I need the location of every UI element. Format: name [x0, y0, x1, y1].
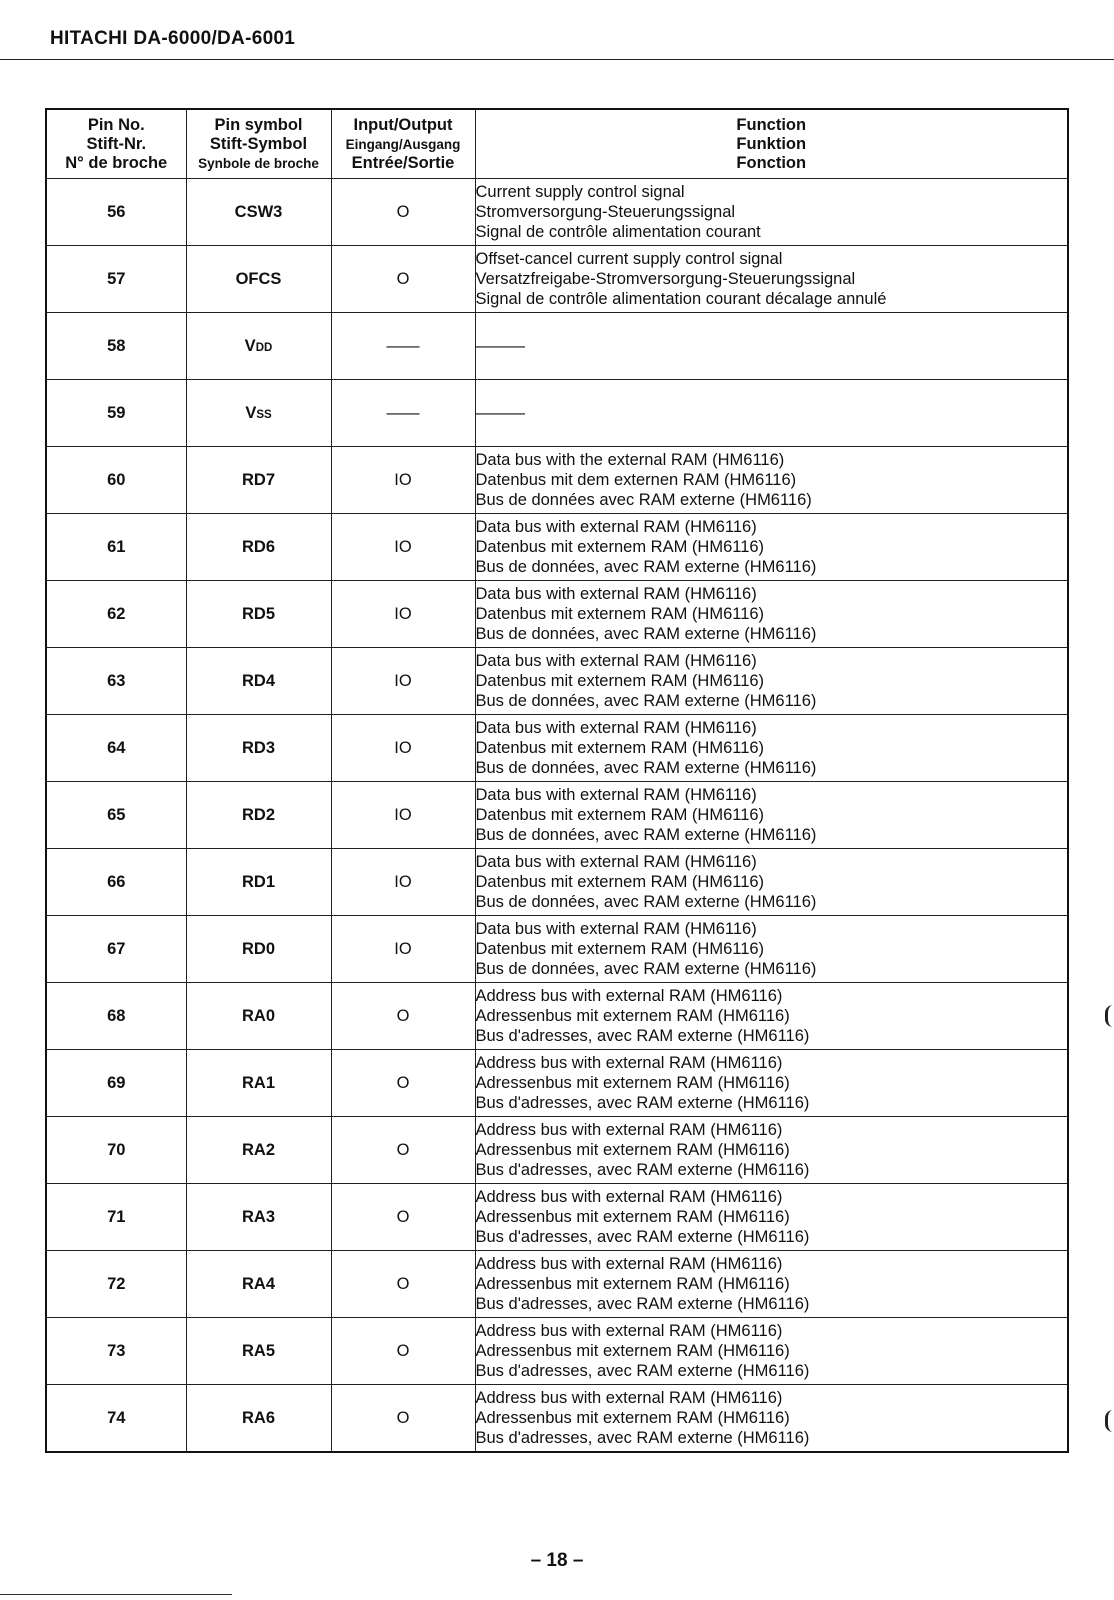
pin-symbol [186, 380, 331, 447]
pin-symbol [186, 447, 331, 514]
function-line: Datenbus mit dem externen RAM (HM6116) [475, 471, 797, 489]
table-row [46, 916, 1068, 983]
pin-symbol-text: RD2 [241, 805, 275, 824]
pin-symbol-text: RD4 [241, 671, 275, 690]
pin-number: 67 [46, 916, 186, 983]
pin-function [475, 313, 1068, 380]
page-number: – 18 – [530, 1550, 584, 1571]
pin-number: 74 [46, 1385, 186, 1453]
table-row [46, 983, 1068, 1050]
function-line: Bus de données, avec RAM externe (HM6116) [475, 692, 817, 710]
pin-symbol [186, 1117, 331, 1184]
header-rule [0, 59, 1114, 60]
pin-symbol-text: RD6 [241, 537, 275, 556]
pin-function [475, 246, 1068, 313]
table-row [46, 1318, 1068, 1385]
pin-function [475, 1117, 1068, 1184]
pin-function [475, 380, 1068, 447]
pin-number: 71 [46, 1184, 186, 1251]
pin-io-type: O [331, 1318, 475, 1385]
pin-symbol-text: V [244, 336, 256, 355]
pin-number: 61 [46, 514, 186, 581]
function-line: Address bus with external RAM (HM6116) [475, 1255, 783, 1273]
function-line: Data bus with external RAM (HM6116) [475, 585, 757, 603]
function-line: Bus de données avec RAM externe (HM6116) [475, 491, 812, 509]
pin-number: 59 [46, 380, 186, 447]
pin-symbol [186, 715, 331, 782]
pin-symbol-text: RD7 [241, 470, 275, 489]
pin-io-type: O [331, 246, 475, 313]
pin-function [475, 447, 1068, 514]
function-line: Data bus with external RAM (HM6116) [475, 518, 757, 536]
pin-symbol-text: RA0 [241, 1006, 275, 1025]
function-line: Data bus with external RAM (HM6116) [475, 786, 757, 804]
table-row [46, 1050, 1068, 1117]
function-line: Bus d'adresses, avec RAM externe (HM6116) [475, 1228, 810, 1246]
function-line: ——— [475, 337, 525, 355]
function-line: Address bus with external RAM (HM6116) [475, 987, 783, 1005]
pin-symbol [186, 782, 331, 849]
pin-symbol-text: RD0 [241, 939, 275, 958]
pin-symbol [186, 514, 331, 581]
pin-symbol-text: CSW3 [234, 202, 283, 221]
pin-function [475, 514, 1068, 581]
pin-function [475, 1050, 1068, 1117]
pin-symbol-text: V [245, 403, 257, 422]
pin-io-type: IO [331, 648, 475, 715]
header-pin-no: Pin No. Stift-Nr. N° de broche [46, 109, 186, 179]
pin-function [475, 715, 1068, 782]
pin-io-type: IO [331, 514, 475, 581]
pin-symbol [186, 1385, 331, 1453]
pin-function [475, 179, 1068, 246]
table-row [46, 1385, 1068, 1453]
pin-number: 73 [46, 1318, 186, 1385]
pin-number: 68 [46, 983, 186, 1050]
function-line: Address bus with external RAM (HM6116) [475, 1188, 783, 1206]
table-row [46, 514, 1068, 581]
pin-number: 62 [46, 581, 186, 648]
pin-function [475, 849, 1068, 916]
pin-number: 60 [46, 447, 186, 514]
pin-symbol [186, 916, 331, 983]
pin-table-body [46, 179, 1068, 1453]
pin-io-type: O [331, 1184, 475, 1251]
function-line: Signal de contrôle alimentation courant [475, 223, 761, 241]
binding-hole-mark [1105, 1410, 1114, 1432]
function-line: Bus de données, avec RAM externe (HM6116) [475, 960, 817, 978]
pin-symbol-text: RD3 [241, 738, 275, 757]
table-header-row [46, 109, 1068, 179]
pin-number: 69 [46, 1050, 186, 1117]
pin-symbol-text: RD5 [241, 604, 275, 623]
pin-symbol [186, 1050, 331, 1117]
pin-symbol-text: RD1 [241, 872, 275, 891]
table-row [46, 380, 1068, 447]
header-input-output: Input/Output Eingang/Ausgang Entrée/Sortie [331, 109, 475, 179]
pin-function [475, 1318, 1068, 1385]
pin-symbol [186, 1318, 331, 1385]
table-row [46, 313, 1068, 380]
pin-io-type: IO [331, 782, 475, 849]
table-row [46, 849, 1068, 916]
pin-symbol [186, 1251, 331, 1318]
pin-number: 63 [46, 648, 186, 715]
function-line: ——— [475, 404, 525, 422]
function-line: Versatzfreigabe-Stromversorgung-Steuerungssignal [475, 270, 856, 288]
pin-io-type: O [331, 983, 475, 1050]
pin-io-type: IO [331, 849, 475, 916]
pin-symbol [186, 1184, 331, 1251]
binding-hole-mark [1105, 1005, 1114, 1027]
function-line: Datenbus mit externem RAM (HM6116) [475, 538, 765, 556]
pin-symbol-text: RA2 [241, 1140, 275, 1159]
pin-function [475, 648, 1068, 715]
pin-symbol [186, 246, 331, 313]
pin-symbol-subscript: DD [255, 341, 273, 354]
function-line: Address bus with external RAM (HM6116) [475, 1121, 783, 1139]
function-line: Adressenbus mit externem RAM (HM6116) [475, 1275, 790, 1293]
pin-symbol-text: RA3 [241, 1207, 275, 1226]
function-line: Offset-cancel current supply control signal [475, 250, 783, 268]
pin-symbol-text: RA4 [241, 1274, 275, 1293]
pin-symbol-text: RA5 [241, 1341, 275, 1360]
function-line: Bus d'adresses, avec RAM externe (HM6116) [475, 1362, 810, 1380]
function-line: Data bus with external RAM (HM6116) [475, 652, 757, 670]
function-line: Bus d'adresses, avec RAM externe (HM6116) [475, 1429, 810, 1447]
function-line: Data bus with external RAM (HM6116) [475, 920, 757, 938]
function-line: Current supply control signal [475, 183, 685, 201]
pin-io-type: —— [331, 313, 475, 380]
pin-io-type: IO [331, 447, 475, 514]
pin-function [475, 1184, 1068, 1251]
function-line: Datenbus mit externem RAM (HM6116) [475, 672, 765, 690]
function-line: Adressenbus mit externem RAM (HM6116) [475, 1409, 790, 1427]
function-line: Adressenbus mit externem RAM (HM6116) [475, 1141, 790, 1159]
pin-symbol [186, 581, 331, 648]
function-line: Bus de données, avec RAM externe (HM6116) [475, 625, 817, 643]
pin-number: 64 [46, 715, 186, 782]
pin-symbol [186, 983, 331, 1050]
pin-symbol-subscript: SS [256, 408, 272, 421]
pin-io-type: O [331, 179, 475, 246]
header-pin-symbol: Pin symbol Stift-Symbol Synbole de broche [186, 109, 331, 179]
pin-io-type: IO [331, 715, 475, 782]
pin-io-type: O [331, 1117, 475, 1184]
pin-function [475, 1251, 1068, 1318]
pin-function [475, 581, 1068, 648]
function-line: Datenbus mit externem RAM (HM6116) [475, 940, 765, 958]
pin-symbol-text: OFCS [235, 269, 282, 288]
table-row [46, 179, 1068, 246]
function-line: Stromversorgung-Steuerungssignal [475, 203, 736, 221]
table-row [46, 246, 1068, 313]
page-header-title: HITACHI DA-6000/DA-6001 [50, 28, 296, 49]
pin-function [475, 782, 1068, 849]
pin-symbol [186, 179, 331, 246]
pin-number: 66 [46, 849, 186, 916]
pin-number: 58 [46, 313, 186, 380]
table-row [46, 581, 1068, 648]
pin-number: 56 [46, 179, 186, 246]
table-row [46, 782, 1068, 849]
function-line: Datenbus mit externem RAM (HM6116) [475, 806, 765, 824]
pin-io-type: O [331, 1385, 475, 1453]
table-row [46, 1117, 1068, 1184]
pin-function [475, 916, 1068, 983]
pin-function [475, 983, 1068, 1050]
pin-function [475, 1385, 1068, 1453]
table-row [46, 447, 1068, 514]
function-line: Address bus with external RAM (HM6116) [475, 1054, 783, 1072]
table-row [46, 715, 1068, 782]
function-line: Bus d'adresses, avec RAM externe (HM6116) [475, 1094, 810, 1112]
function-line: Adressenbus mit externem RAM (HM6116) [475, 1074, 790, 1092]
function-line: Bus de données, avec RAM externe (HM6116) [475, 759, 817, 777]
pin-number: 70 [46, 1117, 186, 1184]
pin-number: 65 [46, 782, 186, 849]
function-line: Bus de données, avec RAM externe (HM6116) [475, 558, 817, 576]
pin-number: 72 [46, 1251, 186, 1318]
function-line: Bus d'adresses, avec RAM externe (HM6116) [475, 1161, 810, 1179]
pin-number: 57 [46, 246, 186, 313]
function-line: Bus d'adresses, avec RAM externe (HM6116) [475, 1027, 810, 1045]
footer-rule [0, 1594, 232, 1595]
pin-symbol [186, 849, 331, 916]
function-line: Bus d'adresses, avec RAM externe (HM6116) [475, 1295, 810, 1313]
table-row [46, 1184, 1068, 1251]
pin-function-table [45, 108, 1069, 1453]
pin-io-type: O [331, 1251, 475, 1318]
function-line: Bus de données, avec RAM externe (HM6116) [475, 826, 817, 844]
header-function: Function Funktion Fonction [475, 109, 1068, 179]
table-row [46, 648, 1068, 715]
function-line: Signal de contrôle alimentation courant décalage annulé [475, 290, 887, 308]
function-line: Bus de données, avec RAM externe (HM6116) [475, 893, 817, 911]
pin-symbol-text: RA6 [241, 1408, 275, 1427]
function-line: Adressenbus mit externem RAM (HM6116) [475, 1007, 790, 1025]
pin-symbol [186, 313, 331, 380]
pin-io-type: IO [331, 916, 475, 983]
table-row [46, 1251, 1068, 1318]
function-line: Address bus with external RAM (HM6116) [475, 1322, 783, 1340]
function-line: Datenbus mit externem RAM (HM6116) [475, 605, 765, 623]
function-line: Data bus with external RAM (HM6116) [475, 719, 757, 737]
function-line: Address bus with external RAM (HM6116) [475, 1389, 783, 1407]
pin-symbol [186, 648, 331, 715]
function-line: Datenbus mit externem RAM (HM6116) [475, 739, 765, 757]
pin-io-type: IO [331, 581, 475, 648]
function-line: Datenbus mit externem RAM (HM6116) [475, 873, 765, 891]
pin-io-type: —— [331, 380, 475, 447]
function-line: Adressenbus mit externem RAM (HM6116) [475, 1342, 790, 1360]
function-line: Data bus with the external RAM (HM6116) [475, 451, 785, 469]
function-line: Adressenbus mit externem RAM (HM6116) [475, 1208, 790, 1226]
function-line: Data bus with external RAM (HM6116) [475, 853, 757, 871]
pin-symbol-text: RA1 [241, 1073, 275, 1092]
pin-io-type: O [331, 1050, 475, 1117]
